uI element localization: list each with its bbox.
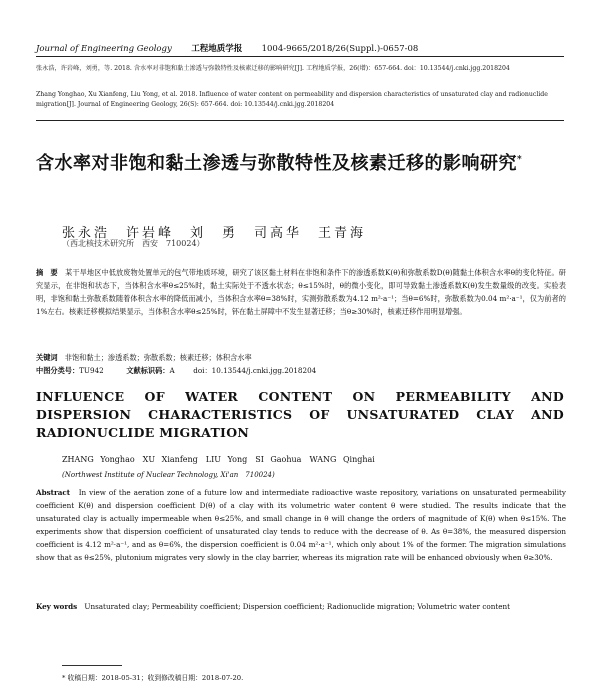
paper-title-en: INFLUENCE OF WATER CONTENT ON PERMEABILITY AND DISPERSION CHARACTERISTICS OF UNSATURATED CLAY AND RADIONUCLIDE MIGRATION	[36, 389, 564, 440]
journal-name-en: Journal of Engineering Geology	[36, 44, 172, 54]
affiliation-cn: （西北核技术研究所 西安 710024）	[62, 239, 205, 248]
keywords-cn	[36, 351, 566, 364]
keywords-en-text: Unsaturated clay; Permeability coefficient; Dispersion coefficient; Radionuclide migration; Volumetric water content	[84, 602, 510, 611]
keywords-cn-label: 关键词	[36, 353, 58, 362]
journal-header	[36, 42, 564, 54]
abstract-cn	[36, 266, 566, 318]
header-rule	[36, 56, 564, 57]
clc-value: TU942	[79, 366, 104, 375]
footnote-rule	[62, 665, 122, 666]
paper-title-cn-text: 含水率对非饱和黏土渗透与弥散特性及核素迁移的影响研究	[36, 153, 517, 174]
clc-label: 中图分类号：	[36, 366, 80, 375]
footnote: * 收稿日期：2018-05-31；收到修改稿日期：2018-07-20.	[62, 674, 244, 682]
abstract-cn-text: 某干旱地区中低放废物处置单元的包气带地质环境，研究了该区黏土材料在非饱和条件下的渗透系数K(θ)和弥散系数D(θ)随黏土体积含水率θ的变化特征。研究显示，在非饱和状态下，当体积含水率θ≤25%时，黏土实际处于不透水状态；θ≤15%时，θ的微小变化，即可导致黏土渗透系数K(θ)发生数量级的改变。实验表明，非饱和黏土弥散系数随着体积含水率的降低而减小，当体积含水率θ=38%时，实测弥散系数为4.12 m²·a⁻¹；当θ=6%时，弥散系数为0.04 m²·a⁻¹，仅为前者的1%左右。核素迁移模拟结果显示，当体积含水率θ≤25%时，钚在黏土屏障中不发生显著迁移；当θ≥30%时，核素迁移作用明显增强。	[36, 268, 566, 316]
authors-cn: 张永浩 许岩峰 刘 勇 司高华 王青海	[62, 226, 367, 241]
journal-name-cn: 工程地质学报	[191, 44, 243, 54]
doc-code-label: 文献标识码：	[126, 366, 170, 375]
abstract-en	[36, 486, 566, 564]
authors-en: ZHANG Yonghao XU Xianfeng LIU Yong SI Gaohua WANG Qinghai	[62, 455, 375, 464]
journal-issn: 1004-9665/2018/26(Suppl.)-0657-08	[261, 44, 419, 54]
abstract-cn-label: 摘 要	[36, 268, 58, 277]
keywords-en-label: Key words	[36, 602, 78, 611]
keywords-en	[36, 600, 566, 613]
citation-en: Zhang Yonghao, Xu Xianfeng, Liu Yong, et al. 2018. Influence of water content on permeability and dispersion characteristics of unsaturated clay and radionuclide migration[J]. Journal of Engineering Geology, 26(S): 657-664. doi: 10.13544/j.cnki.jgg.2018204	[36, 91, 548, 108]
doi-value: 10.13544/j.cnki.jgg.2018204	[211, 366, 317, 375]
abstract-en-label: Abstract	[36, 488, 71, 497]
citation-cn: 张永浩，许岩峰，刘勇，等. 2018. 含水率对非饱和黏土渗透与弥散特性及核素迁移的影响研究[J]. 工程地质学报，26(增)：657-664. doi：10.13544/j.cnki.jgg.2018204	[36, 65, 510, 72]
abstract-en-text: In view of the aeration zone of a future low and intermediate radioactive waste repository, variations on unsaturated permeability coefficient K(θ) and dispersion coefficient D(θ) of a clay with its volumetric water content θ were studied. The results indicate that the unsaturated clay is actually impermeable when θ≤25%, and small change in θ will change the orders of magnitude of K(θ) when θ≤15%. The experiments show that dispersion coefficient of unsaturated clay tends to reduce with the decrease of θ. As θ=38%, the measured dispersion coefficient is 4.12 m²·a⁻¹, and as θ=6%, the dispersion coefficient is 0.04 m²·a⁻¹, which only about 1% of the former. The migration simulations show that as θ≤25%, plutonium migrates very slowly in the clay barrier, whereas its migration rate will be enhanced obviously when θ≥30%.	[36, 488, 566, 562]
keywords-cn-text: 非饱和黏土；渗透系数；弥散系数；核素迁移；体积含水率	[64, 353, 252, 362]
doc-code-value: A	[169, 366, 175, 375]
title-footnote-mark: *	[517, 155, 523, 165]
paper-title-cn	[36, 146, 564, 178]
citation-rule	[36, 120, 564, 121]
classification-cn	[36, 364, 566, 377]
doi-label: doi：	[193, 366, 212, 375]
affiliation-en: (Northwest Institute of Nuclear Technology, Xi'an 710024)	[62, 471, 275, 479]
